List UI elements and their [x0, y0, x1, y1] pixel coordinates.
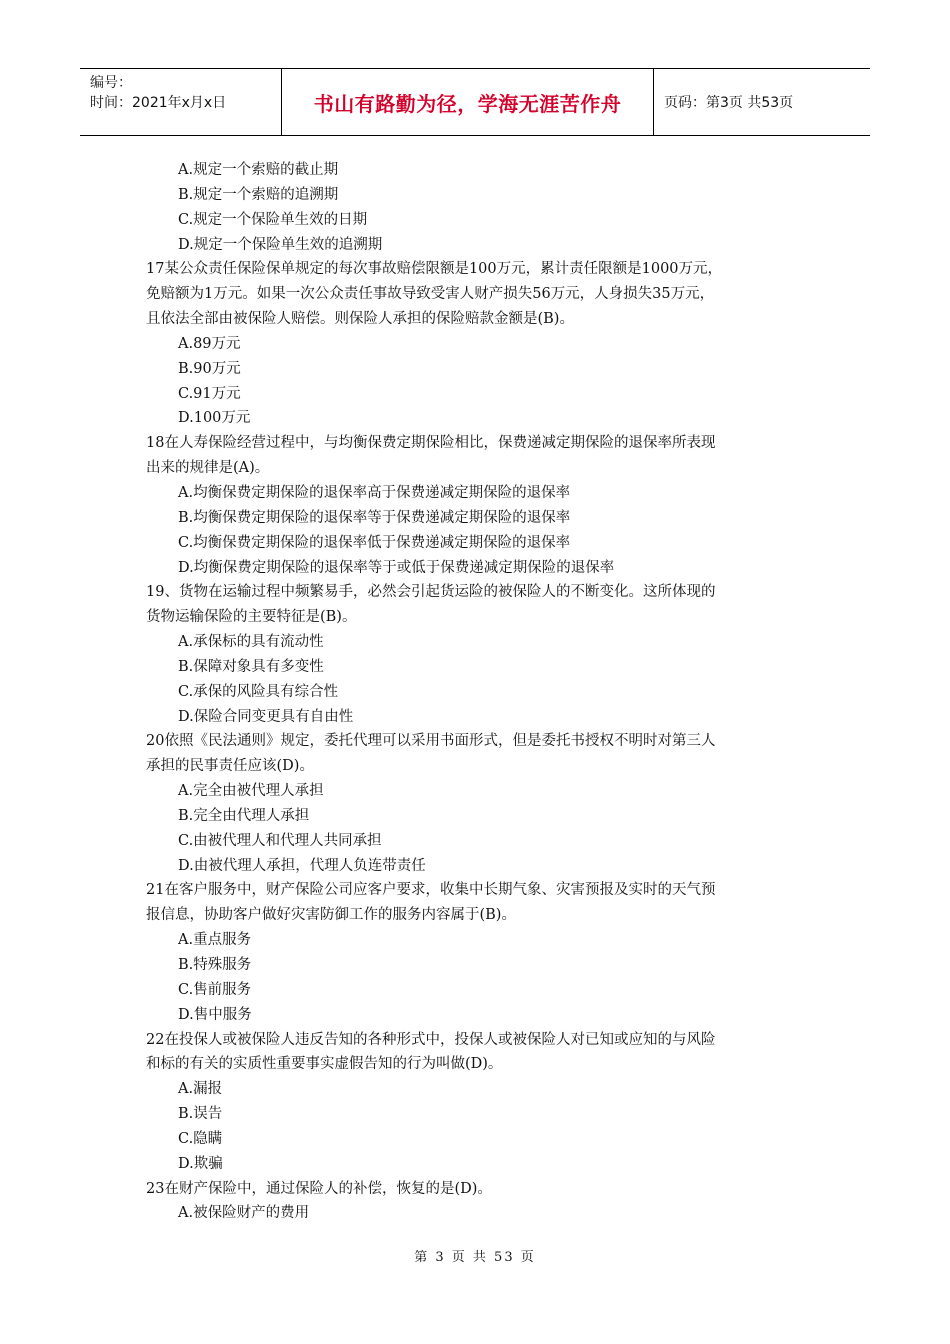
answer-option: C.均衡保费定期保险的退保率低于保费递减定期保险的退保率 [178, 534, 571, 551]
answer-option: B.完全由代理人承担 [178, 807, 310, 824]
answer-option: A.被保险财产的费用 [178, 1205, 310, 1222]
answer-option: D.由被代理人承担，代理人负连带责任 [178, 857, 426, 874]
question-text: 报信息，协助客户做好灾害防御工作的服务内容属于(B)。 [146, 907, 516, 924]
question-text: 19、货物在运输过程中频繁易手，必然会引起货运险的被保险人的不断变化。这所体现的 [146, 584, 716, 601]
question-text: 23在财产保险中，通过保险人的补偿，恢复的是(D)。 [146, 1180, 492, 1197]
answer-option: B.误告 [178, 1106, 223, 1123]
answer-option: A.漏报 [178, 1081, 223, 1098]
question-text: 21在客户服务中，财产保险公司应客户要求，收集中长期气象、灾害预报及实时的天气预 [146, 882, 716, 899]
document-body [146, 158, 816, 1226]
answer-option: B.90万元 [178, 360, 241, 377]
answer-option: D.100万元 [178, 410, 251, 427]
answer-option: D.保险合同变更具有自由性 [178, 708, 354, 725]
answer-option: C.售前服务 [178, 981, 252, 998]
header-motto-cell [282, 69, 654, 135]
answer-option: D.规定一个保险单生效的追溯期 [178, 236, 383, 253]
question-text: 和标的有关的实质性重要事实虚假告知的行为叫做(D)。 [146, 1056, 503, 1073]
answer-option: C.91万元 [178, 385, 241, 402]
answer-option: A.承保标的具有流动性 [178, 634, 324, 651]
header-page-info: 页码：第3页 共53页 [664, 95, 794, 111]
doc-code-label: 编号： [90, 75, 132, 91]
answer-option: D.均衡保费定期保险的退保率等于或低于保费递减定期保险的退保率 [178, 559, 615, 576]
answer-option: D.欺骗 [178, 1155, 223, 1172]
page-header [80, 68, 870, 136]
answer-option: B.保障对象具有多变性 [178, 658, 324, 675]
header-motto: 书山有路勤为径，学海无涯苦作舟 [313, 91, 622, 116]
answer-option: A.重点服务 [178, 932, 252, 949]
question-text: 18在人寿保险经营过程中，与均衡保费定期保险相比，保费递减定期保险的退保率所表现 [146, 435, 716, 452]
answer-option: A.均衡保费定期保险的退保率高于保费递减定期保险的退保率 [178, 484, 571, 501]
question-text: 免赔额为1万元。如果一次公众责任事故导致受害人财产损失56万元，人身损失35万元， [146, 286, 715, 303]
answer-option: A.89万元 [178, 335, 241, 352]
question-text: 承担的民事责任应该(D)。 [146, 758, 314, 775]
question-text: 出来的规律是(A)。 [146, 460, 270, 477]
answer-option: B.规定一个索赔的追溯期 [178, 186, 339, 203]
doc-time-label: 时间：2021年x月x日 [90, 95, 227, 111]
answer-option: C.隐瞒 [178, 1130, 223, 1147]
question-text: 且依法全部由被保险人赔偿。则保险人承担的保险赔款金额是(B)。 [146, 311, 574, 328]
answer-option: B.均衡保费定期保险的退保率等于保费递减定期保险的退保率 [178, 509, 571, 526]
question-text: 22在投保人或被保险人违反告知的各种形式中，投保人或被保险人对已知或应知的与风险 [146, 1031, 716, 1048]
question-text: 20依照《民法通则》规定，委托代理可以采用书面形式，但是委托书授权不明时对第三人 [146, 733, 716, 750]
answer-option: A.规定一个索赔的截止期 [178, 162, 339, 178]
answer-option: C.由被代理人和代理人共同承担 [178, 832, 382, 849]
answer-option: D.售中服务 [178, 1006, 252, 1023]
answer-option: B.特殊服务 [178, 957, 252, 973]
page-footer: 第 3 页 共 53 页 [414, 1250, 536, 1265]
answer-option: C.规定一个保险单生效的日期 [178, 211, 368, 228]
header-meta [80, 69, 282, 135]
answer-option: C.承保的风险具有综合性 [178, 683, 339, 700]
question-text: 17某公众责任保险保单规定的每次事故赔偿限额是100万元，累计责任限额是1000万元， [146, 261, 723, 278]
answer-option: A.完全由被代理人承担 [178, 783, 324, 800]
question-text: 货物运输保险的主要特征是(B)。 [146, 609, 357, 626]
